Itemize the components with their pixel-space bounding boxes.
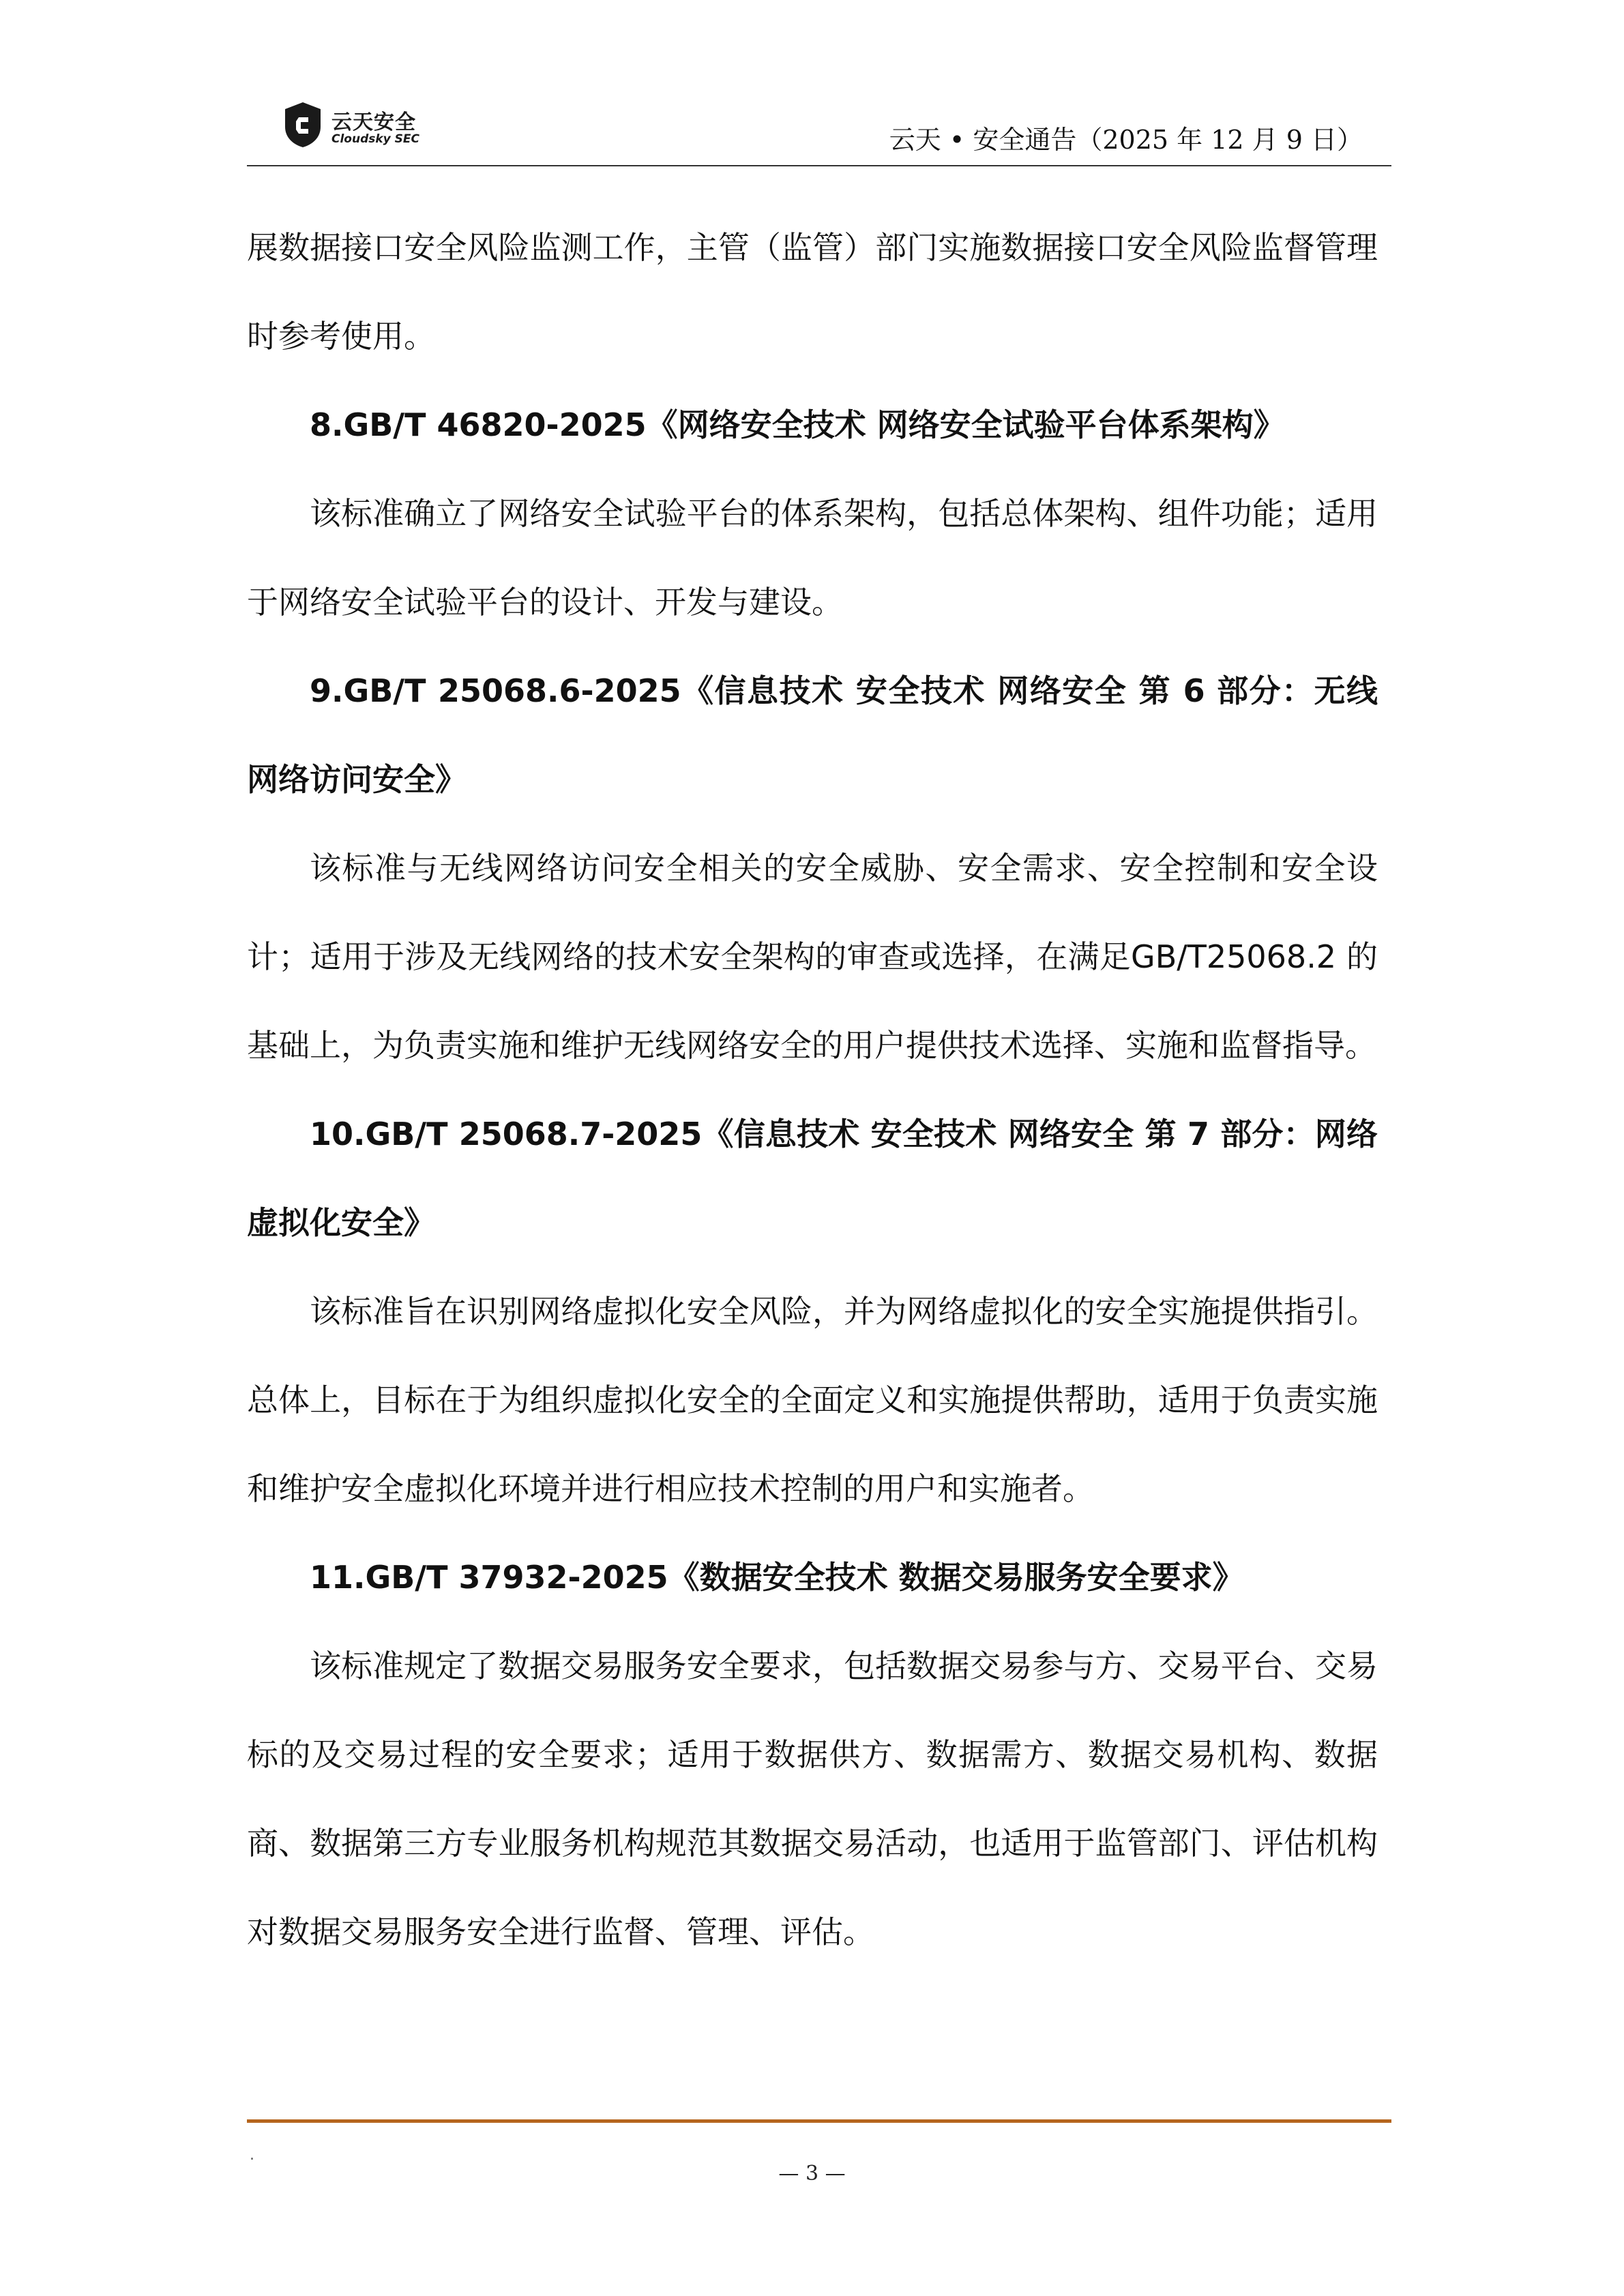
- body-paragraph: 该标准规定了数据交易服务安全要求，包括数据交易参与方、交易平台、交易标的及交易过程的安全要求；适用于数据供方、数据需方、数据交易机构、数据商、数据第三方专业服务机构规范其数据交易活动，也适用于监管部门、评估机构对数据交易服务安全进行监督、管理、评估。: [247, 1648, 1378, 1950]
- logo-name: 云天安全: [331, 110, 416, 134]
- document-body: [247, 203, 1378, 1976]
- body-paragraph: 该标准确立了网络安全试验平台的体系架构，包括总体架构、组件功能；适用于网络安全试验平台的设计、开发与建设。: [247, 495, 1378, 621]
- standard-heading: 9.GB/T 25068.6-2025《信息技术 安全技术 网络安全 第 6 部分：无线网络访问安全》: [247, 672, 1378, 798]
- body-paragraph: 该标准与无线网络访问安全相关的安全威胁、安全需求、安全控制和安全设计；适用于涉及无线网络的技术安全架构的审查或选择，在满足GB/T25068.2 的基础上，为负责实施和维护无线网络安全的用户提供技术选择、实施和监督指导。: [247, 850, 1378, 1064]
- shield-c-logo-icon: [282, 101, 323, 149]
- header-title: 云天 • 安全通告（2025 年 12 月 9 日）: [889, 125, 1363, 155]
- footer-divider: [247, 2119, 1391, 2123]
- footer-dot: .: [250, 2147, 254, 2164]
- header-divider: [247, 165, 1391, 166]
- company-logo: [282, 101, 460, 155]
- standard-heading: 8.GB/T 46820-2025《网络安全技术 网络安全试验平台体系架构》: [310, 406, 1285, 443]
- body-paragraph: 展数据接口安全风险监测工作，主管（监管）部门实施数据接口安全风险监督管理时参考使用。: [247, 229, 1378, 355]
- standard-heading: 10.GB/T 25068.7-2025《信息技术 安全技术 网络安全 第 7 部分：网络虚拟化安全》: [247, 1116, 1378, 1241]
- page-header: [247, 94, 1391, 166]
- page-number: — 3 —: [778, 2162, 846, 2186]
- body-paragraph: 该标准旨在识别网络虚拟化安全风险，并为网络虚拟化的安全实施提供指引。总体上，目标在于为组织虚拟化安全的全面定义和实施提供帮助，适用于负责实施和维护安全虚拟化环境并进行相应技术控制的用户和实施者。: [247, 1293, 1378, 1507]
- standard-heading: 11.GB/T 37932-2025《数据安全技术 数据交易服务安全要求》: [310, 1559, 1244, 1596]
- logo-subtitle: Cloudsky SEC: [331, 132, 420, 146]
